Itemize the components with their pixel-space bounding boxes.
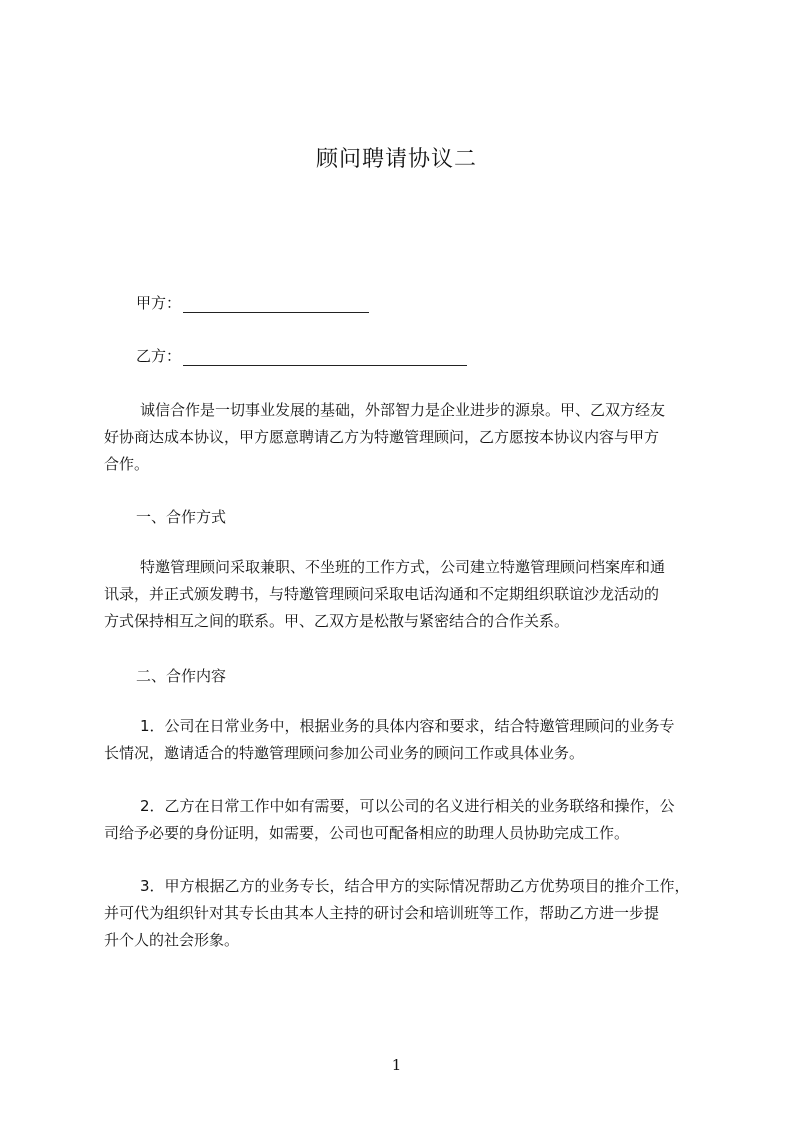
- section2-item-2: [104, 793, 704, 847]
- party-a-line: [136, 292, 369, 313]
- party-a-blank: [183, 297, 369, 313]
- paragraph-line: 长情况，邀请适合的特邀管理顾问参加公司业务的顾问工作或具体业务。: [104, 744, 585, 762]
- intro-paragraph: [104, 397, 704, 478]
- party-a-label: 甲方：: [136, 294, 182, 312]
- paragraph-line: 并可代为组织针对其专长由其本人主持的研讨会和培训班等工作，帮助乙方进一步提: [104, 904, 660, 922]
- section2-heading: 二、合作内容: [136, 667, 227, 685]
- section2-item-1: [104, 713, 704, 767]
- party-b-line: [136, 345, 467, 366]
- paragraph-line: 方式保持相互之间的联系。甲、乙双方是松散与紧密结合的合作关系。: [104, 612, 570, 630]
- section1-heading: 一、合作方式: [136, 508, 227, 526]
- paragraph-line: 升个人的社会形象。: [104, 931, 240, 949]
- paragraph-line: 2．乙方在日常工作中如有需要，可以公司的名义进行相关的业务联络和操作，公: [140, 797, 675, 815]
- paragraph-line: 特邀管理顾问采取兼职、不坐班的工作方式，公司建立特邀管理顾问档案库和通: [140, 558, 666, 576]
- paragraph-line: 司给予必要的身份证明，如需要，公司也可配备相应的助理人员协助完成工作。: [104, 824, 630, 842]
- section2-item-3: [104, 873, 704, 954]
- party-b-blank: [183, 350, 467, 366]
- paragraph-line: 诚信合作是一切事业发展的基础，外部智力是企业进步的源泉。甲、乙双方经友: [140, 401, 666, 419]
- page-number: 1: [391, 1056, 402, 1074]
- paragraph-line: 3．甲方根据乙方的业务专长，结合甲方的实际情况帮助乙方优势项目的推介工作，: [140, 877, 690, 895]
- paragraph-line: 合作。: [104, 455, 150, 473]
- paragraph-line: 1．公司在日常业务中，根据业务的具体内容和要求，结合特邀管理顾问的业务专: [140, 717, 675, 735]
- paragraph-line: 好协商达成本协议，甲方愿意聘请乙方为特邀管理顾问，乙方愿按本协议内容与甲方: [104, 428, 660, 446]
- section1-paragraph: [104, 554, 704, 635]
- paragraph-line: 讯录，并正式颁发聘书，与特邀管理顾问采取电话沟通和不定期组织联谊沙龙活动的: [104, 585, 660, 603]
- party-b-label: 乙方：: [136, 347, 182, 365]
- document-title: 顾问聘请协议二: [315, 147, 477, 172]
